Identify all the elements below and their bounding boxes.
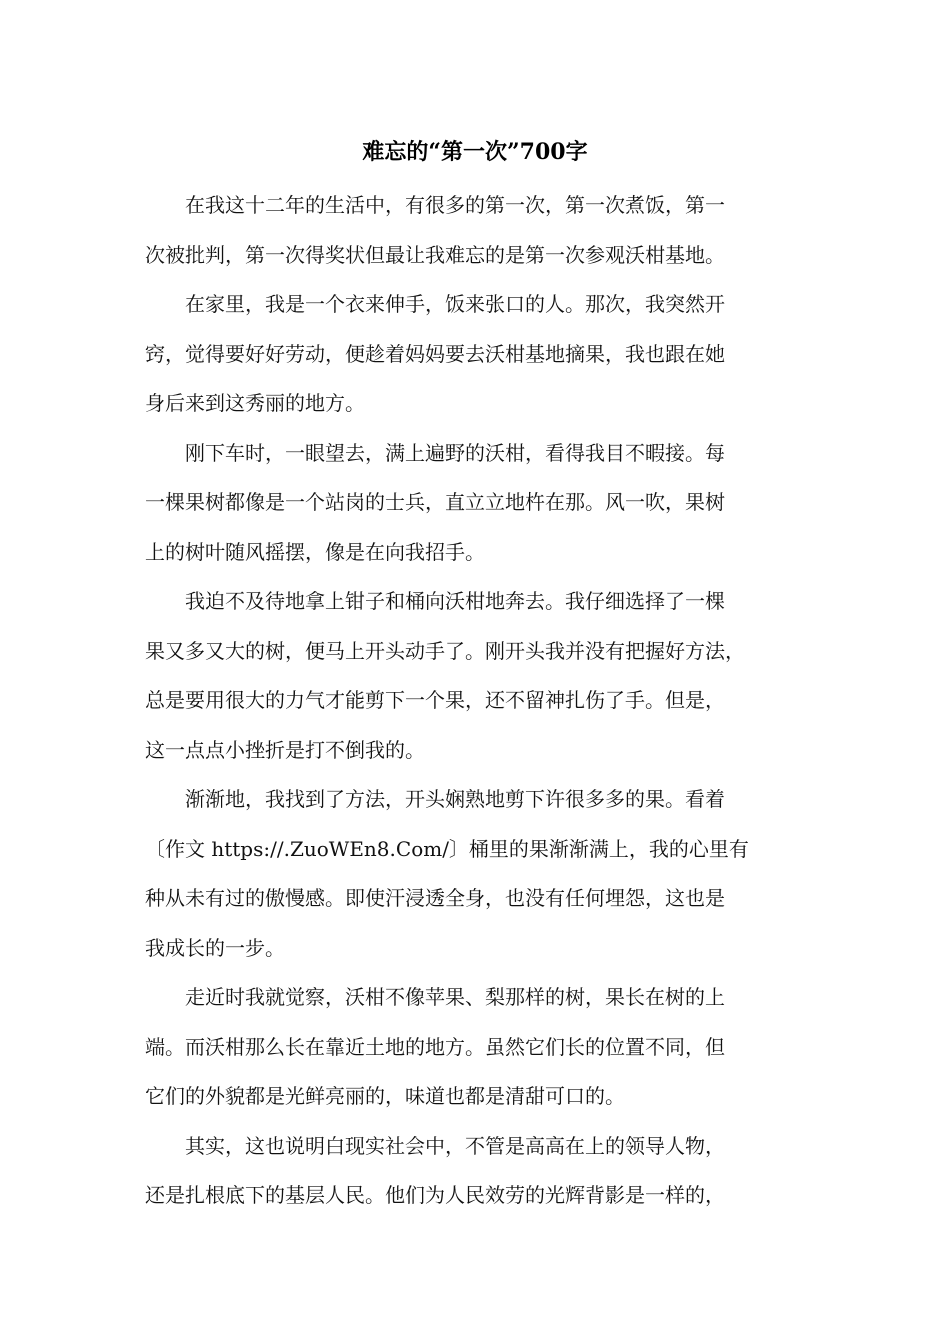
paragraph-line: 在家里，我是一个衣来伸手，饭来张口的人。那次，我突然开 bbox=[185, 292, 725, 316]
document-body bbox=[145, 181, 820, 1221]
paragraph-line: 走近时我就觉察，沃柑不像苹果、梨那样的树，果长在树的上 bbox=[185, 985, 725, 1009]
paragraph-line: 窍，觉得要好好劳动，便趁着妈妈要去沃柑基地摘果，我也跟在她 bbox=[145, 341, 725, 366]
paragraph-line: 它们的外貌都是光鲜亮丽的，味道也都是清甜可口的。 bbox=[145, 1084, 625, 1108]
paragraph-line: 刚下车时，一眼望去，满上遍野的沃柑，看得我目不暇接。每 bbox=[185, 440, 725, 465]
paragraph-line: 上的树叶随风摇摆，像是在向我招手。 bbox=[145, 539, 485, 564]
paragraph-line: 总是要用很大的力气才能剪下一个果，还不留神扎伤了手。但是， bbox=[145, 688, 725, 712]
paragraph-line: 种从未有过的傲慢感。即使汗浸透全身，也没有任何埋怨，这也是 bbox=[145, 886, 725, 910]
paragraph bbox=[145, 775, 820, 973]
paragraph-line: 果又多又大的树，便马上开头动手了。刚开头我并没有把握好方法， bbox=[145, 638, 745, 663]
paragraph-line: 端。而沃柑那么长在靠近土地的地方。虽然它们长的位置不同，但 bbox=[145, 1034, 725, 1059]
paragraph-line: 这一点点小挫折是打不倒我的。 bbox=[145, 737, 425, 762]
paragraph bbox=[145, 280, 820, 429]
paragraph-line: 渐渐地，我找到了方法，开头娴熟地剪下许很多多的果。看着 bbox=[185, 787, 725, 811]
paragraph bbox=[145, 181, 820, 280]
paragraph-line: 次被批判，第一次得奖状但最让我难忘的是第一次参观沃柑基地。 bbox=[145, 242, 725, 267]
paragraph-line: 还是扎根底下的基层人民。他们为人民效劳的光辉背影是一样的， bbox=[145, 1183, 725, 1207]
paragraph bbox=[145, 973, 820, 1122]
paragraph-line: 在我这十二年的生活中，有很多的第一次，第一次煮饭，第一 bbox=[185, 193, 725, 217]
paragraph-line: 一棵果树都像是一个站岗的士兵，直立立地杵在那。风一吹，果树 bbox=[145, 490, 725, 514]
paragraph-line: 〔作文 https://.ZuoWEn8.Com/〕桶里的果渐渐满上，我的心里有 bbox=[145, 836, 749, 861]
paragraph-line: 其实，这也说明白现实社会中，不管是高高在上的领导人物， bbox=[185, 1133, 725, 1158]
paragraph bbox=[145, 577, 820, 775]
paragraph-line: 我成长的一步。 bbox=[145, 935, 285, 960]
document-title: 难忘的“第一次”700字 bbox=[362, 139, 588, 165]
paragraph-line: 我迫不及待地拿上钳子和桶向沃柑地奔去。我仔细选择了一棵 bbox=[185, 589, 725, 613]
paragraph bbox=[145, 1122, 820, 1221]
paragraph bbox=[145, 429, 820, 578]
paragraph-line: 身后来到这秀丽的地方。 bbox=[145, 391, 365, 415]
